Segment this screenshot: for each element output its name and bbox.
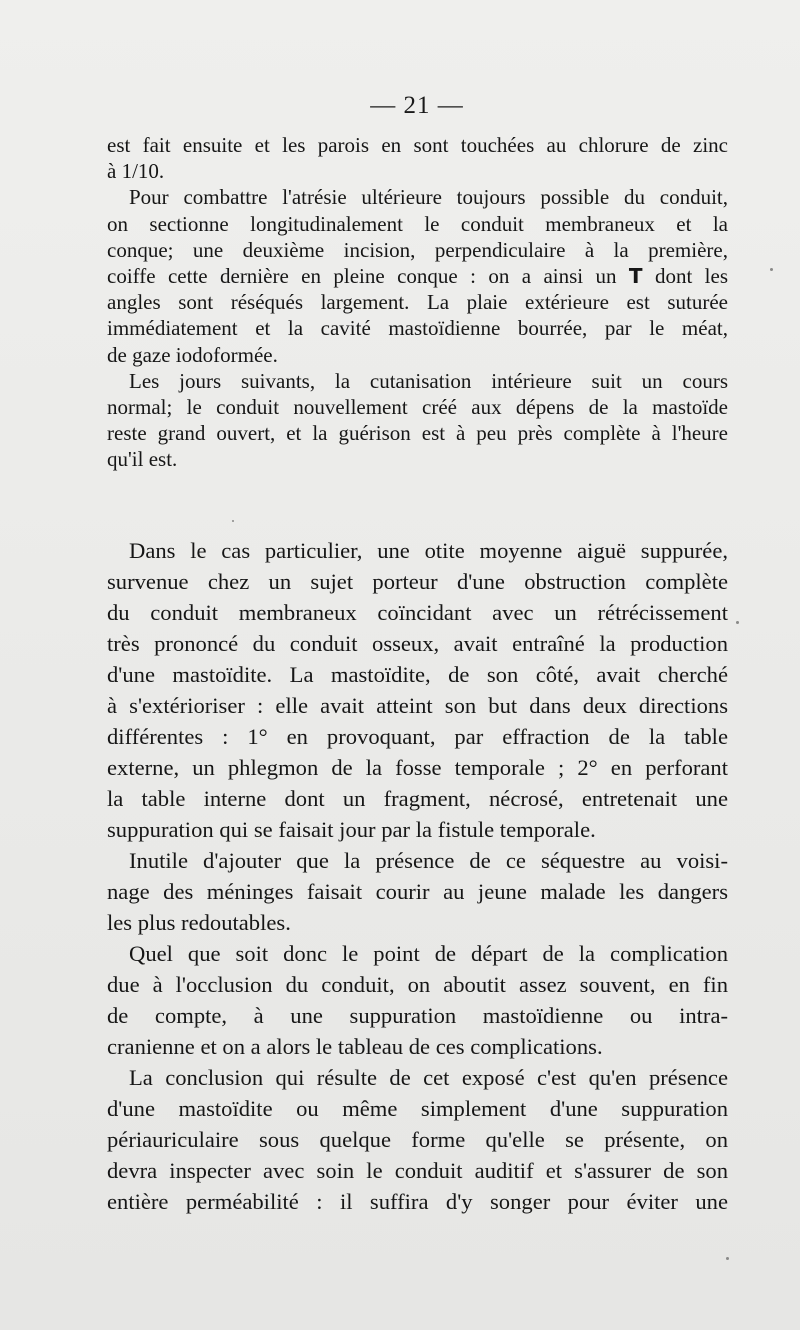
text-line: d'une mastoïdite ou même simplement d'une suppuration	[107, 1096, 728, 1121]
text-line: due à l'occlusion du conduit, on aboutit assez souvent, en fin	[107, 972, 728, 997]
text-line: suppuration qui se faisait jour par la fistule temporale.	[107, 817, 596, 842]
text-line	[107, 263, 728, 289]
text-line: nage des méninges faisait courir au jeune malade les dangers	[107, 879, 728, 904]
paper-speck	[726, 1257, 729, 1260]
paragraph	[107, 535, 728, 845]
text-line: normal; le conduit nouvellement créé aux dépens de la mastoïde	[107, 395, 728, 420]
paper-speck	[232, 520, 234, 522]
text-line: du conduit membraneux coïncidant avec un rétrécissement	[107, 600, 728, 625]
text-line: conque; une deuxième incision, perpendiculaire à la première,	[107, 237, 728, 262]
text-line: Pour combattre l'atrésie ultérieure toujours possible du conduit,	[129, 185, 728, 210]
text-line: La conclusion qui résulte de cet exposé c'est qu'en présence	[129, 1065, 728, 1090]
text-line: qu'il est.	[107, 447, 178, 472]
text-line: de compte, à une suppuration mastoïdienne ou intra-	[107, 1003, 728, 1028]
paragraph	[107, 938, 728, 1062]
text-line: périauriculaire sous quelque forme qu'elle se présente, on	[107, 1127, 728, 1152]
text-line: survenue chez un sujet porteur d'une obstruction complète	[107, 569, 728, 594]
text-segment: dont les	[654, 264, 728, 289]
paragraph	[107, 1062, 728, 1217]
t-shape-glyph: T	[628, 264, 643, 289]
section-procedure	[107, 132, 728, 473]
text-line: Les jours suivants, la cutanisation intérieure suit un cours	[129, 368, 728, 393]
paragraph	[107, 132, 728, 184]
paragraph	[107, 184, 728, 367]
text-line: Dans le cas particulier, une otite moyenne aiguë suppurée,	[129, 538, 728, 563]
paper-speck	[770, 268, 773, 271]
text-line: à s'extérioriser : elle avait atteint son but dans deux directions	[107, 693, 728, 718]
text-line: immédiatement et la cavité mastoïdienne bourrée, par le méat,	[107, 316, 728, 341]
text-line: d'une mastoïdite. La mastoïdite, de son côté, avait cherché	[107, 662, 728, 687]
text-line: très prononcé du conduit osseux, avait entraîné la production	[107, 631, 728, 656]
text-line: les plus redoutables.	[107, 910, 291, 935]
page-body	[107, 132, 728, 1214]
text-line: reste grand ouvert, et la guérison est à peu près complète à l'heure	[107, 421, 728, 446]
text-line: à 1/10.	[107, 159, 165, 184]
paragraph	[107, 368, 728, 473]
paragraph	[107, 845, 728, 938]
text-line: est fait ensuite et les parois en sont touchées au chlorure de zinc	[107, 133, 728, 157]
section-case-discussion	[107, 535, 728, 1217]
text-line: on sectionne longitudinalement le conduit membraneux et la	[107, 211, 728, 236]
text-line: devra inspecter avec soin le conduit auditif et s'assurer de son	[107, 1158, 728, 1183]
text-segment: coiffe cette dernière en pleine conque : on a ainsi un	[107, 264, 617, 289]
text-line: angles sont réséqués largement. La plaie extérieure est suturée	[107, 290, 728, 315]
text-line: externe, un phlegmon de la fosse temporale ; 2° en perforant	[107, 755, 728, 780]
paper-speck	[736, 621, 739, 624]
text-line: entière perméabilité : il suffira d'y songer pour éviter une	[107, 1189, 728, 1214]
text-line: cranienne et on a alors le tableau de ces complications.	[107, 1034, 603, 1059]
text-line: la table interne dont un fragment, nécrosé, entretenait une	[107, 786, 728, 811]
text-line: de gaze iodoformée.	[107, 342, 278, 367]
text-line: différentes : 1° en provoquant, par effraction de la table	[107, 724, 728, 749]
text-line: Quel que soit donc le point de départ de la complication	[129, 941, 728, 966]
page-number: — 21 —	[370, 92, 464, 119]
text-line: Inutile d'ajouter que la présence de ce séquestre au voisi-	[129, 848, 728, 873]
